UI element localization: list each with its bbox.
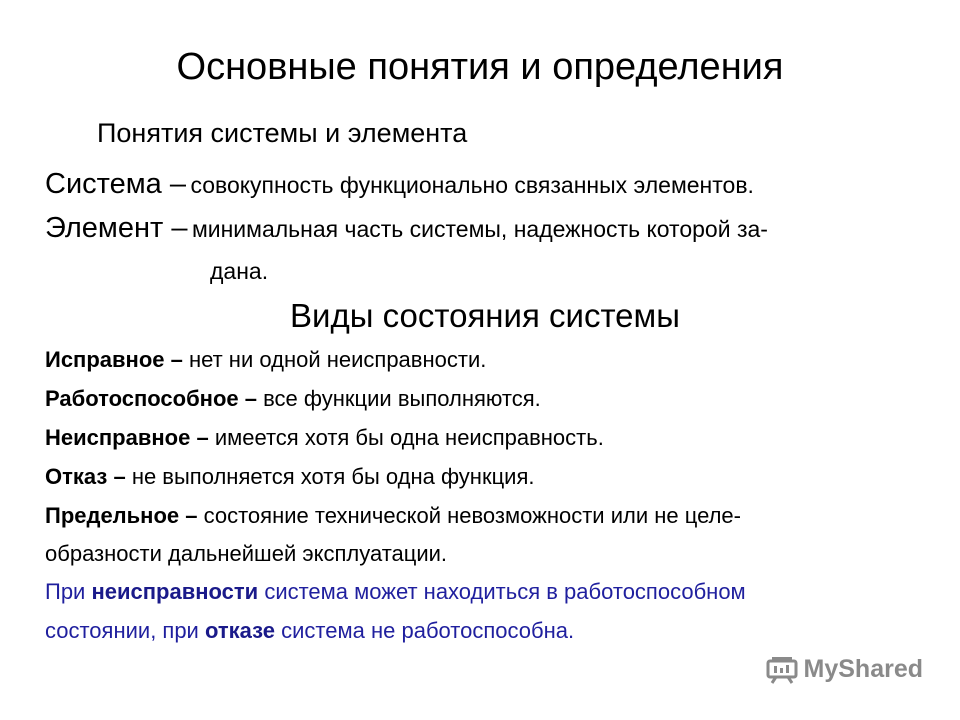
state-item	[45, 386, 541, 412]
state-text: не выполняется хотя бы одна функция.	[131, 464, 535, 489]
state-item	[45, 503, 741, 529]
state-term: Исправное –	[45, 347, 183, 372]
presentation-board-icon	[766, 656, 798, 684]
state-text: состояние технической невозможности или не целе-	[203, 503, 741, 528]
note-text: состоянии, при	[45, 618, 205, 643]
state-term: Неисправное –	[45, 425, 209, 450]
note-text: система не работоспособна.	[275, 618, 575, 643]
definition-term: Элемент –	[45, 212, 188, 244]
definition-term: Система –	[45, 168, 186, 200]
definition-element	[45, 212, 768, 245]
state-text-continuation: образности дальнейшей эксплуатации.	[45, 541, 448, 566]
note-text: При	[45, 579, 92, 604]
definition-text: минимальная часть системы, надежность которой за-	[191, 216, 768, 242]
state-text: нет ни одной неисправности.	[188, 347, 487, 372]
state-text: все функции выполняются.	[263, 386, 541, 411]
definition-text-continuation: дана.	[210, 258, 269, 284]
slide-title: Основные понятия и определения	[176, 46, 784, 88]
state-term: Отказ –	[45, 464, 126, 489]
watermark	[766, 655, 923, 684]
note-line-2	[45, 618, 574, 644]
watermark-text: MyShared	[803, 655, 923, 683]
state-item	[45, 464, 535, 490]
state-item	[45, 425, 604, 451]
definition-text: совокупность функционально связанных элементов.	[190, 172, 754, 198]
note-emphasis: неисправности	[91, 579, 259, 604]
section-title: Виды состояния системы	[290, 297, 680, 334]
slide-subtitle: Понятия системы и элемента	[97, 118, 468, 148]
note-text: система может находиться в работоспособном	[258, 579, 746, 604]
state-item	[45, 347, 486, 373]
state-text: имеется хотя бы одна неисправность.	[214, 425, 604, 450]
state-term: Работоспособное –	[45, 386, 257, 411]
note-line-1	[45, 579, 746, 605]
note-emphasis: отказе	[204, 618, 276, 643]
state-term: Предельное –	[45, 503, 198, 528]
definition-system	[45, 168, 754, 201]
